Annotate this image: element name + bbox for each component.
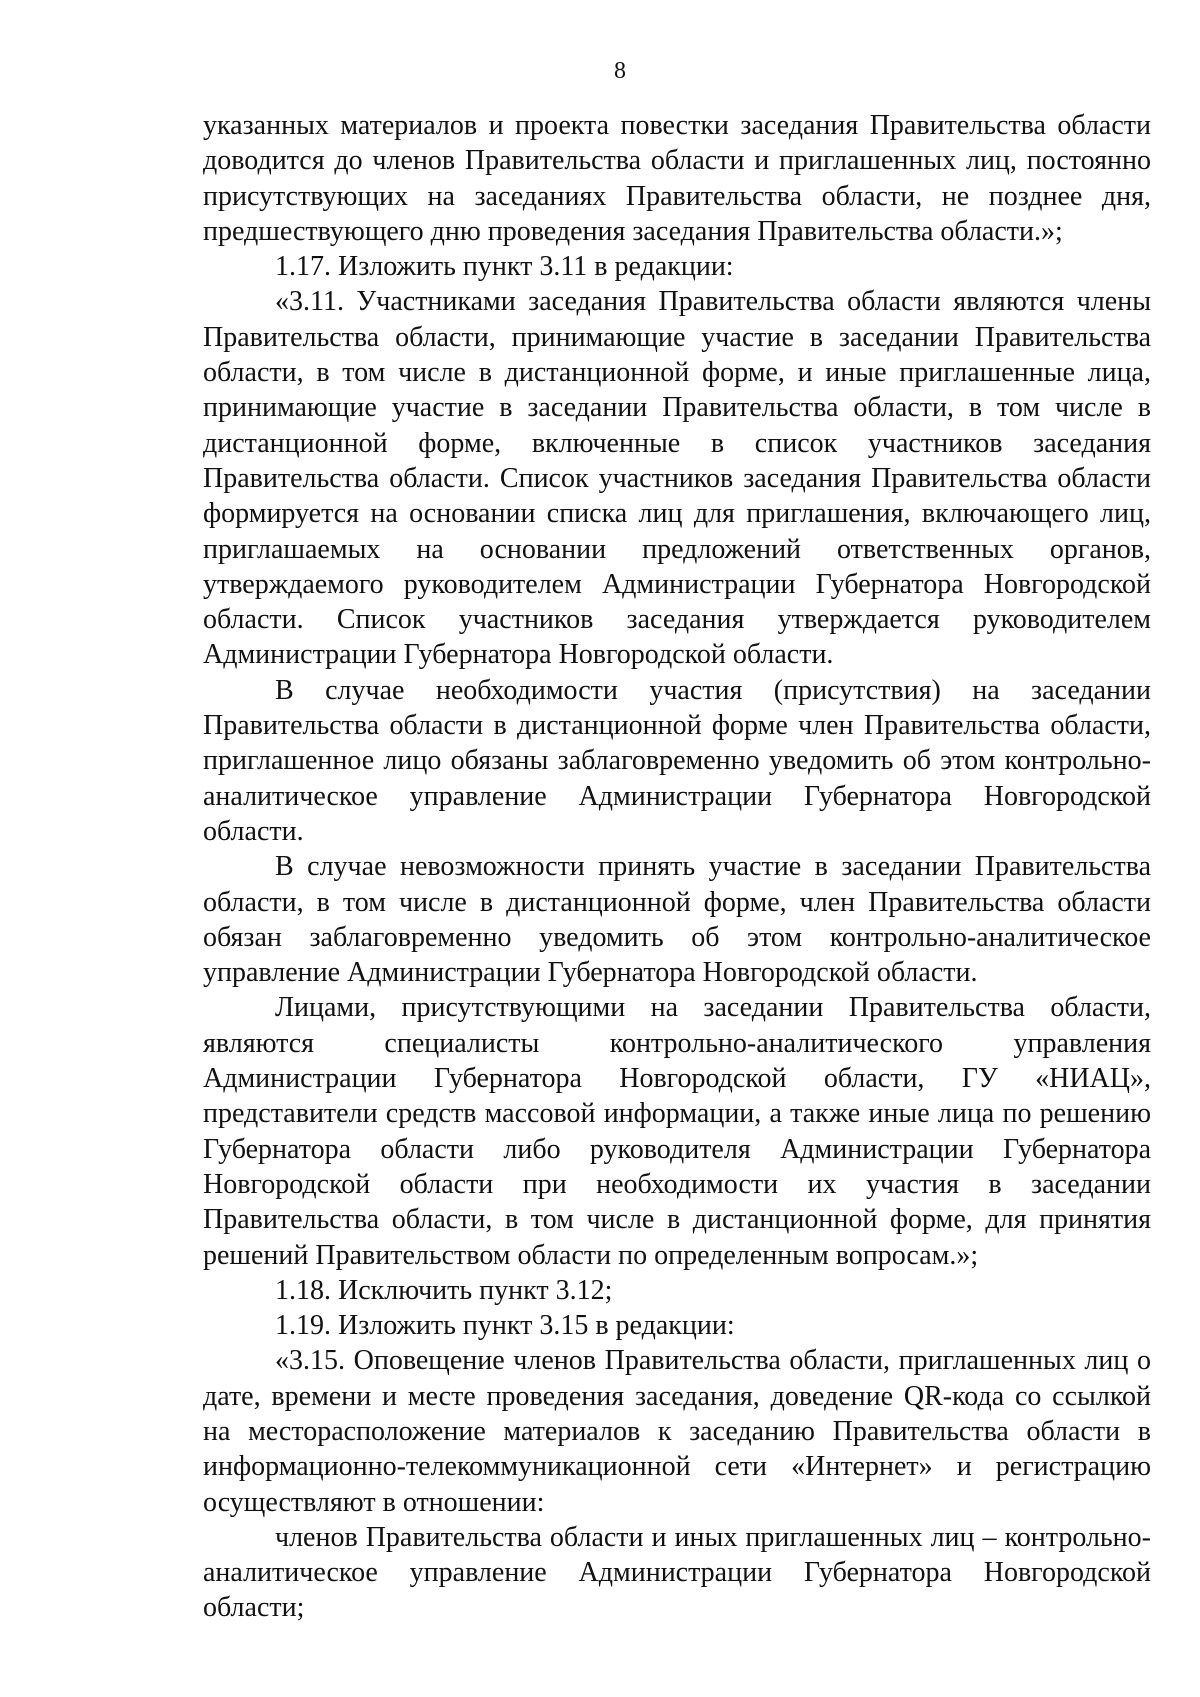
document-body [203,108,1151,1626]
paragraph-item-1-18: 1.18. Исключить пункт 3.12; [275,1274,613,1306]
paragraph-clause-3-15: «3.15. Оповещение членов Правительства области, приглашенных лиц о дате, времени и месте проведения заседания, доведение QR-кода со ссылкой на месторасположение материалов к заседанию Правительства области в информационно-телекоммуникационной сети «Интернет» и регистрацию осуществляют в отношении: [203,1345,1151,1518]
paragraph-item-1-17: 1.17. Изложить пункт 3.11 в редакции: [275,251,734,283]
paragraph-continuation: указанных материалов и проекта повестки заседания Правительства области доводится до членов Правительства области и приглашенных лиц, постоянно присутствующих на заседаниях Правительства области, не позднее дня, предшествующего дню проведения заседания Правительства области.»; [203,110,1151,247]
paragraph-absence-notice: В случае невозможности принять участие в заседании Правительства области, в том числе в дистанционной форме, член Правительства области обязан заблаговременно уведомить об этом контрольно-аналитическое управление Администрации Губернатора Новгородской области. [203,851,1151,989]
paragraph-remote-participation: В случае необходимости участия (присутствия) на заседании Правительства области в дистанционной форме член Правительства области, приглашенное лицо обязаны заблаговременно уведомить об этом контрольно-аналитическое управление Администрации Губернатора Новгородской области. [203,674,1151,847]
page-number: 8 [614,58,626,84]
paragraph-attendees: Лицами, присутствующими на заседании Правительства области, являются специалисты контрольно-аналитического управления Администрации Губернатора Новгородской области, ГУ «НИАЦ», представители средств массовой информации, а также иные лица по решению Губернатора области либо руководителя Администрации Губернатора Новгородской области при необходимости их участия в заседании Правительства области, в том числе в дистанционной форме, для принятия решений Правительством области по определенным вопросам.»; [203,992,1151,1271]
paragraph-item-1-19: 1.19. Изложить пункт 3.15 в редакции: [275,1310,735,1342]
paragraph-members-notification: членов Правительства области и иных приглашенных лиц – контрольно-аналитическое управление Администрации Губернатора Новгородской области; [203,1521,1151,1624]
paragraph-clause-3-11: «3.11. Участниками заседания Правительства области являются члены Правительства области, принимающие участие в заседании Правительства области, в том числе в дистанционной форме, и иные приглашенные лица, принимающие участие в заседании Правительства области, в том числе в дистанционной форме, включенные в список участников заседания Правительства области. Список участников заседания Правительства области формируется на основании списка лиц для приглашения, включающего лиц, приглашаемых на основании предложений ответственных органов, утверждаемого руководителем Администрации Губернатора Новгородской области. Список участников заседания утверждается руководителем Администрации Губернатора Новгородской области. [203,286,1151,671]
